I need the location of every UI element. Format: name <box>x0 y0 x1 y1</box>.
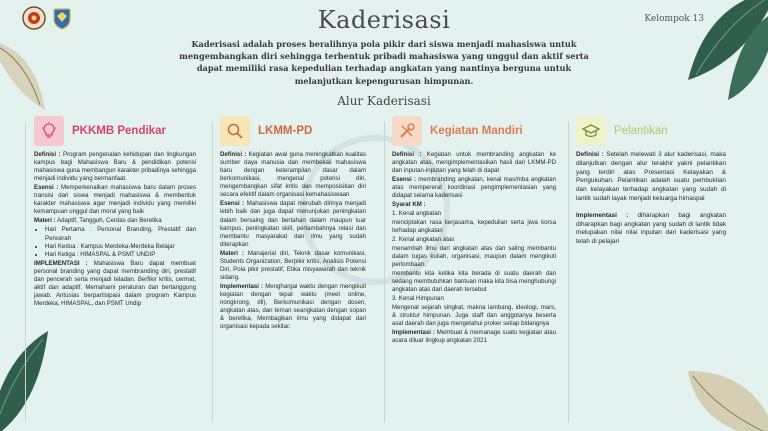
leaf-decoration-bottom-left <box>0 331 58 431</box>
syarat-item: menambah ilmu dari angkatan atas dan saling membantu dalam tugas kuliah, organisasi, maupun dalam mengikuti perlombaan. <box>392 244 556 268</box>
definisi-label: Definisi : <box>392 151 422 158</box>
implementasi-text: Menghargai waktu dengan mengikuti kegiatan dengan tepat waktu (meet online, nongkrong, dll), Berkomunikasi dengan dosen, angkatan atas, dan teman seangkatan dengan sopan & beretika, Membagikan ilmu yang didapat dari organisasi kepada sekitar. <box>220 282 366 331</box>
implementasi-text: Mahasiswa Baru dapat membuat personal branding yang dapat membranding diri, prestatif dan pencerah serta menjadi teladan. Berfikir kritis, cermat, aktif dan adaptif. Memahami peraturan dan bertanggung jawab. Antusias berpartisipasi dalam program Kampus Merdeka, HIMASPAL, dan PSMT Undip <box>34 259 196 308</box>
materi-label: Materi : <box>220 249 244 257</box>
esensi-label: Esensi : <box>34 184 59 192</box>
section-subtitle: Alur Kaderisasi <box>337 94 431 108</box>
column-title: Kegiatan Mandiri <box>430 124 523 137</box>
column-kegiatan-mandiri <box>392 115 556 346</box>
column-divider <box>25 122 26 422</box>
syarat-item: Mengenal sejarah singkat, makna lambang, ideologi, mars, & struktur himpunan. Juga staff dan anggotanya beserta asal daerah dan juga mengetahui proker setiap bidangnya <box>392 303 556 328</box>
syarat-item: 3. Kenal Himpunan <box>392 294 444 302</box>
column-header <box>220 115 366 147</box>
column-pkkmb <box>34 115 196 309</box>
implementasi-label: IMPLEMENTASI : <box>34 259 88 267</box>
column-divider <box>384 122 385 422</box>
syarat-item: membantu kita ketika kita berada di suatu daerah dan sedang membutuhkan bantuan maka kita bisa menghubungi angkatan atas dari daerah tersebut <box>392 269 556 294</box>
group-label: Kelompok 13 <box>644 14 704 24</box>
column-header <box>392 115 556 147</box>
materi-text: Adaptif, Tangguh, Cerdas dan Beretika <box>57 217 162 225</box>
column-header <box>576 115 726 147</box>
implementasi-label: Implementasi : <box>392 328 435 336</box>
tools-icon <box>392 116 422 146</box>
column-title: LKMM-PD <box>258 124 313 137</box>
esensi-text: Mahasiswa dapat merubah dirinya menjadi lebih baik dan juga dapat menunjukan peningkatan dalam bersaing dan bertahan dalam maupun luar kampus, peningkatan skill, pertambahnya relasi dan membantu masyarakat dan ilmu yang sudah diterapkan <box>220 200 366 248</box>
list-item: • Hari Kedua : Kampus Merdeka-Merdeka Belajar <box>45 243 196 251</box>
definisi-text: Program pengenalan kehidupan dan lingkungan kampus bagi Mahasiswa Baru & pendidikan potensi mahasiswa guna membangun karakter pribadinya sehingga menjadi individu yang bermanfaat. <box>34 151 197 183</box>
materi-label: Materi : <box>34 217 56 225</box>
lightbulb-icon <box>34 116 64 146</box>
syarat-item: 2. Kenal angkatan atas <box>392 235 455 243</box>
esensi-label: Esensi : <box>392 176 416 184</box>
definisi-label: Definisi : <box>220 151 247 158</box>
column-divider <box>212 122 213 422</box>
syarat-item: menciptakan rasa kerjasama, kepedulian serta jiwa korsa terhadap angkatan <box>392 218 556 235</box>
definisi-label: Definisi : <box>34 151 61 158</box>
definisi-label: Definisi : <box>576 151 604 158</box>
definisi-text: Kegiatan awal guna meningkatkan kualitas sumber daya manusia dan membekali mahasiswa baru dengan keterampilan dasar dalam berkomunikasi, mengenal potensi diri, mengembangkan sifat kritis dan memposisikan diri secara efektif dalam organisasi kemahasiswaan <box>220 151 366 199</box>
definisi-text: Setelah melewati 3 alur kaderisasi, maka dilanjutkan dengan alur terakhir yakni pelantikan yang terdiri atas Presentasi Kelayakan & Pengukuhan. Pelantikan adalah suatu pembuktian dan kelayakan terhadap angkatan yang sudah di lantik sudah layak menjadi keluarga himaspal <box>576 151 726 202</box>
column-header <box>34 115 196 147</box>
esensi-text: Memperkenalkan mahasiswa baru dalam proses transisi dari siswa menjadi mahasiswa & membentuk karakter mahasiswa agar menjadi individu yang memiliki kemampuan unggul dan moral yang baik <box>34 184 196 216</box>
implementasi-label: Implementasi : <box>220 282 264 290</box>
leaf-decoration-bottom-right <box>678 331 768 431</box>
materi-list <box>34 226 196 258</box>
column-divider <box>568 122 569 422</box>
graduation-cap-icon <box>576 116 606 146</box>
search-icon <box>220 116 250 146</box>
column-title: PKKMB Pendikar <box>72 124 166 137</box>
definisi-text: Kegiatan untuk membranding angkatan ke angkatan atas, mengimplementasikan hasil dari LKMM-PD dan inputan-inputan yang telah di dapat <box>392 151 556 175</box>
list-item: • Hari Ketiga : HIMASPAL & PSMT UNDIP <box>45 251 196 259</box>
syarat-label: Syarat KM : <box>392 201 426 209</box>
implementasi-label: Implementasi : <box>576 211 629 219</box>
column-lkmm-pd <box>220 115 366 332</box>
esensi-label: Esensi : <box>220 200 245 208</box>
intro-text: Kaderisasi adalah proses beralihnya pola pikir dari siswa menjadi mahasiswa untuk mengembangkan diri sehingga terbentuk pribadi mahasiswa yang unggul dan aktif serta dapat memiliki rasa kepedulian terhadap angkatan yang nantinya berguna untuk melanjutkan kepengurusan himpunan. <box>179 39 589 86</box>
esensi-text: membranding angkatan, kenal mas/mba angkatan atas mempererat koordinasi pengimplementasian yang didapat selama kaderisasi <box>392 176 556 200</box>
column-pelantikan <box>576 115 726 248</box>
syarat-item: 1. Kenal angkatan <box>392 210 442 218</box>
implementasi-text: Membuat & memanage suatu kegiatan atau acara diluar lingkup angkatan 2021 <box>392 328 556 345</box>
column-title: Pelantikan <box>614 124 668 137</box>
page-title: Kaderisasi <box>317 6 451 34</box>
implementasi-text: diharapkan bagi angkatan diharapkan bagi angkatan yang sudah di lantik tidak melupakan nilai nilai inputan dari kaderisasi yang telah di pelajari <box>576 211 727 246</box>
materi-text: Manajerial diri, Teknik dasar komunikasi, Students Organization, Berpikir kritis, Analisis Potensi Diri, Pola pikir prestatif, Etika misyawarah dan teknik sidang. <box>220 249 366 281</box>
list-item: • Hari Pertama : Personal Branding, Prestatif dan Pencerah <box>45 226 196 242</box>
